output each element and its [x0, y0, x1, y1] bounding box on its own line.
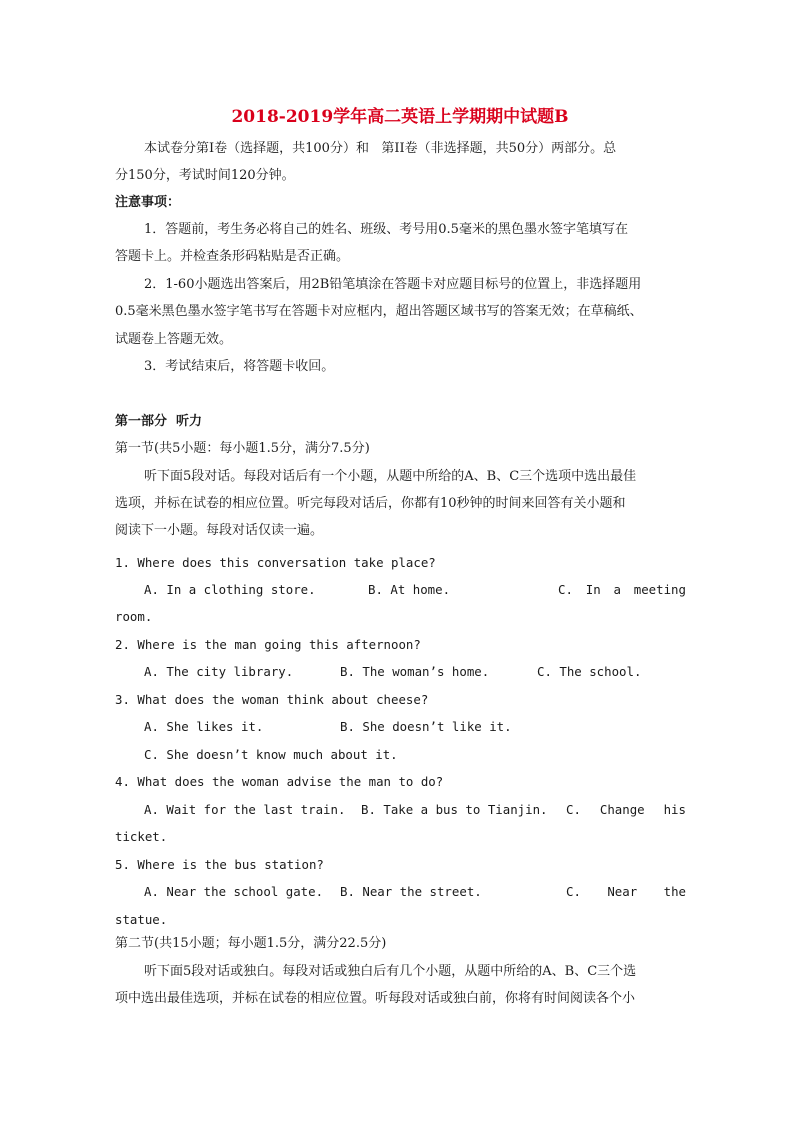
q3-option-a: A. She likes it.: [144, 719, 264, 734]
q4-option-a: A. Wait for the last train.: [144, 802, 346, 817]
q2-option-b: B. The woman’s home.: [340, 664, 490, 679]
section1-instructions-line-1: 听下面5段对话。每段对话后有一个小题，从题中所给的A、B、C三个选项中选出最佳: [144, 469, 637, 484]
q5-option-b: B. Near the street.: [340, 884, 482, 899]
section2-heading: 第二节(共15小题；每小题1.5分，满分22.5分): [115, 936, 387, 951]
q5-option-c: [566, 883, 686, 901]
q3-option-b: B. She doesn’t like it.: [340, 719, 512, 734]
q3-option-c: C. She doesn’t know much about it.: [144, 747, 398, 762]
q4-option-c-continued: ticket.: [115, 829, 168, 844]
intro-line-1: 本试卷分第I卷（选择题，共100分）和 第II卷（非选择题，共50分）两部分。总: [144, 141, 617, 156]
section1-instructions-line-3: 阅读下一小题。每段对话仅读一遍。: [115, 523, 324, 538]
notice-item-2-line-1: 2．1-60小题选出答案后，用2B铅笔填涂在答题卡对应题目标号的位置上，非选择题用: [144, 277, 642, 292]
q4-option-c-word: his: [663, 802, 686, 817]
q5-option-c-word: Near: [607, 884, 638, 899]
q4-option-b: B. Take a bus to Tianjin.: [361, 802, 548, 817]
q1-option-c-word: C.: [558, 582, 573, 597]
q1-option-a: A. In a clothing store.: [144, 582, 316, 597]
notice-item-2-line-2: 0.5毫米黑色墨水签字笔书写在答题卡对应框内，超出答题区域书写的答案无效；在草稿纸、: [115, 304, 643, 319]
question-1: 1. Where does this conversation take place?: [115, 555, 436, 570]
q1-option-c: [558, 581, 686, 599]
q2-option-a: A. The city library.: [144, 664, 294, 679]
q1-option-c-word: In: [585, 582, 601, 597]
question-4: 4. What does the woman advise the man to do?: [115, 774, 444, 789]
section2-instructions-line-1: 听下面5段对话或独白。每段对话或独白后有几个小题，从题中所给的A、B、C三个选: [144, 964, 637, 979]
notice-item-2-line-3: 试题卷上答题无效。: [115, 332, 233, 347]
section1-heading: 第一节(共5小题：每小题1.5分，满分7.5分): [115, 441, 370, 456]
question-2: 2. Where is the man going this afternoon?: [115, 637, 421, 652]
notice-item-1-line-1: 1．答题前，考生务必将自己的姓名、班级、考号用0.5毫米的黑色墨水签字笔填写在: [144, 222, 628, 237]
exam-title: 2018-2019学年高二英语上学期期中试题B: [231, 107, 569, 127]
section1-instructions-line-2: 选项，并标在试卷的相应位置。听完每段对话后，你都有10秒钟的时间来回答有关小题和: [115, 496, 626, 511]
q2-option-c: C. The school.: [537, 664, 642, 679]
q5-option-c-word: C.: [566, 884, 581, 899]
intro-line-2: 分150分，考试时间120分钟。: [115, 168, 295, 183]
notice-heading: 注意事项：: [115, 195, 181, 210]
question-3: 3. What does the woman think about cheese?: [115, 692, 429, 707]
notice-item-1-line-2: 答题卡上。并检查条形码粘贴是否正确。: [115, 249, 350, 264]
q1-option-c-word: a: [613, 582, 621, 597]
part1-heading: 第一部分 听力: [115, 414, 203, 429]
q1-option-c-word: meeting: [633, 582, 686, 597]
q5-option-c-continued: statue.: [115, 912, 168, 927]
notice-item-3: 3．考试结束后，将答题卡收回。: [144, 359, 335, 374]
q1-option-c-continued: room.: [115, 609, 153, 624]
q5-option-a: A. Near the school gate.: [144, 884, 324, 899]
section2-instructions-line-2: 项中选出最佳选项，并标在试卷的相应位置。听每段对话或独白前，你将有时间阅读各个小: [115, 991, 636, 1006]
q4-option-c: [566, 801, 686, 819]
q4-option-c-word: C.: [566, 802, 581, 817]
q1-option-b: B. At home.: [368, 582, 451, 597]
q4-option-c-word: Change: [599, 802, 645, 817]
q5-option-c-word: the: [663, 884, 686, 899]
question-5: 5. Where is the bus station?: [115, 857, 324, 872]
